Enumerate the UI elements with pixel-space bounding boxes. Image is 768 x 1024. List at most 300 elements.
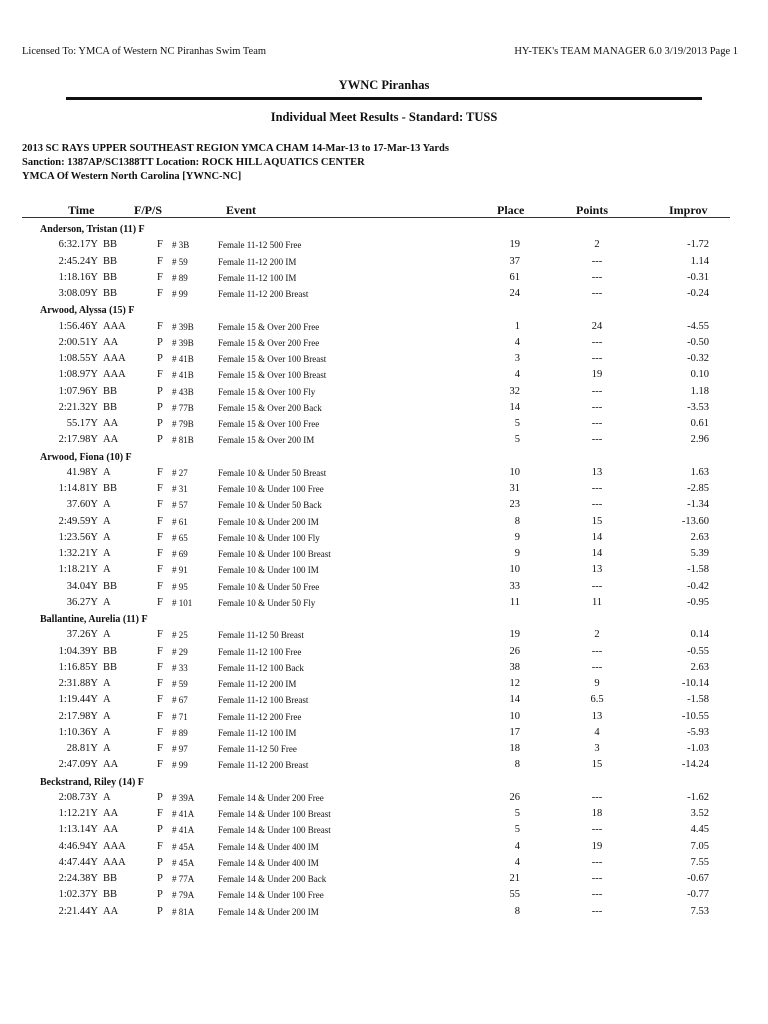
col-time-header: Time [68,203,95,217]
points-value: 13 [591,710,603,722]
swim-time: 2:49.59Y [58,515,98,527]
event-name: Female 14 & Under 100 Breast [218,809,331,819]
swim-time: 2:00.51Y [58,336,98,348]
swim-time: 1:56.46Y [58,320,98,332]
result-row [0,498,768,514]
improvement: -2.85 [687,483,709,494]
time-standard: AAA [103,320,126,332]
event-number: # 91 [172,565,188,576]
event-name: Female 14 & Under 200 Back [218,874,327,884]
improvement: -0.50 [687,336,709,348]
result-row [0,628,768,644]
place: 4 [514,369,520,381]
report-title: Individual Meet Results - Standard: TUSS [270,110,498,124]
final-prelim-flag: F [157,515,163,527]
swimmer-name: Arwood, Fiona (10) F [40,451,132,463]
points-value: --- [591,434,603,446]
final-prelim-flag: F [157,271,163,283]
points-value: --- [591,255,603,267]
event-name: Female 15 & Over 200 Free [218,337,320,348]
swim-time: 1:32.21Y [58,548,98,559]
result-row [0,596,768,612]
event-number: # 39B [172,321,194,332]
event-number: # 77B [172,402,194,413]
swimmer-block [0,612,768,775]
time-standard: BB [103,385,118,397]
points-value: 14 [591,548,603,559]
time-standard: AAA [103,856,126,868]
improvement: -10.55 [681,710,709,722]
time-standard: BB [103,580,118,592]
final-prelim-flag: F [157,369,163,381]
event-name: Female 11-12 200 IM [218,256,297,267]
result-row [0,466,768,482]
event-name: Female 11-12 500 Free [218,240,302,251]
event-name: Female 11-12 100 Back [218,662,304,673]
place: 5 [514,808,520,819]
meet-team: YMCA Of Western North Carolina [YWNC-NC] [22,171,242,182]
swim-time: 1:08.97Y [58,369,98,381]
final-prelim-flag: F [157,320,163,332]
swim-time: 2:21.44Y [58,905,98,917]
event-number: # 89 [172,727,188,738]
improvement: 0.10 [690,369,709,381]
points-value: --- [591,288,603,299]
improvement: -1.62 [687,791,709,803]
time-standard: A [103,743,111,754]
event-number: # 97 [172,744,188,754]
swim-time: 1:10.36Y [58,726,98,738]
event-name: Female 14 & Under 200 IM [218,906,319,917]
col-improv-header: Improv [669,203,708,217]
place: 24 [509,288,520,299]
event-name: Female 10 & Under 200 IM [218,516,319,527]
time-standard: A [103,791,111,803]
final-prelim-flag: F [157,678,163,689]
points-value: --- [591,401,603,413]
improvement: -1.58 [687,694,709,706]
event-name: Female 15 & Over 200 Back [218,402,322,413]
event-number: # 31 [172,484,188,494]
results-list [0,222,768,921]
swim-time: 1:13.14Y [58,824,98,836]
event-name: Female 10 & Under 50 Free [218,581,320,592]
improvement: 2.96 [690,434,709,446]
improvement: -1.03 [687,743,709,754]
improvement: 0.61 [690,418,709,429]
time-standard: AA [103,759,119,771]
result-row [0,807,768,823]
points-value: 14 [591,531,603,543]
result-row [0,531,768,547]
event-name: Female 15 & Over 100 Breast [218,354,327,364]
swim-time: 34.04Y [66,580,98,592]
swim-time: 2:08.73Y [58,791,98,803]
swimmer-header [0,775,768,791]
time-standard: A [103,466,111,478]
place: 21 [509,873,520,884]
event-name: Female 11-12 200 IM [218,679,297,689]
swim-time: 1:19.44Y [58,694,98,706]
swimmer-name: Anderson, Tristan (11) F [40,224,145,235]
time-standard: A [103,629,111,641]
points-value: --- [591,336,603,348]
event-name: Female 15 & Over 200 IM [218,435,315,446]
final-prelim-flag: P [157,434,163,446]
swim-time: 2:47.09Y [58,759,98,771]
event-name: Female 15 & Over 100 Breast [218,370,327,381]
event-number: # 81A [172,906,195,917]
swim-time: 37.26Y [66,629,98,641]
event-number: # 95 [172,581,188,592]
final-prelim-flag: P [157,353,163,364]
improvement: 7.05 [690,840,709,852]
event-number: # 57 [172,500,188,511]
points-value: 3 [594,743,600,754]
improvement: 2.63 [690,661,709,673]
swim-time: 1:16.85Y [58,661,98,673]
event-number: # 43B [172,386,194,397]
improvement: -0.42 [687,580,709,592]
time-standard: BB [103,873,118,884]
result-row [0,515,768,531]
time-standard: AAA [103,369,126,381]
improvement: -4.55 [687,320,709,332]
event-name: Female 10 & Under 100 Free [218,484,324,494]
time-standard: AA [103,824,119,836]
place: 8 [514,905,520,917]
result-row [0,758,768,774]
place: 19 [509,629,520,641]
improvement: -1.72 [687,239,709,251]
points-value: 19 [591,840,603,852]
final-prelim-flag: F [157,596,163,608]
event-number: # 25 [172,630,188,641]
place: 4 [514,840,520,852]
event-name: Female 14 & Under 400 IM [218,841,319,852]
time-standard: AAA [103,353,126,364]
final-prelim-flag: P [157,385,163,397]
event-name: Female 14 & Under 200 Free [218,792,324,803]
swim-time: 1:02.37Y [58,889,98,901]
improvement: -0.67 [687,873,709,884]
points-value: --- [591,499,603,511]
event-name: Female 10 & Under 50 Breast [218,467,327,478]
swim-time: 1:07.96Y [58,385,98,397]
time-standard: A [103,515,111,527]
result-row [0,320,768,336]
col-points-header: Points [576,203,609,217]
swim-time: 2:45.24Y [58,255,98,267]
result-row [0,287,768,303]
points-value: --- [591,385,603,397]
license-line: Licensed To: YMCA of Western NC Piranhas Swim Team [22,46,267,57]
points-value: 13 [591,564,603,576]
final-prelim-flag: F [157,759,163,771]
swim-time: 2:17.98Y [58,710,98,722]
time-standard: A [103,548,111,559]
place: 5 [514,434,520,446]
event-number: # 65 [172,532,188,543]
result-row [0,238,768,254]
swim-time: 1:08.55Y [58,353,98,364]
improvement: -0.31 [687,271,709,283]
meet-sanction: Sanction: 1387AP/SC1388TT Location: ROCK HILL AQUATICS CENTER [22,157,365,168]
swim-time: 1:04.39Y [58,645,98,657]
event-name: Female 14 & Under 400 IM [218,857,319,868]
result-row [0,856,768,872]
final-prelim-flag: F [157,564,163,576]
place: 9 [514,548,520,559]
time-standard: BB [103,255,118,267]
place: 8 [514,759,520,771]
place: 4 [514,856,520,868]
time-standard: A [103,531,111,543]
event-name: Female 11-12 200 Breast [218,760,309,771]
event-number: # 59 [172,679,188,689]
place: 5 [514,824,520,836]
swim-time: 2:17.98Y [58,434,98,446]
event-name: Female 11-12 50 Breast [218,630,304,641]
time-standard: A [103,710,111,722]
final-prelim-flag: P [157,401,163,413]
points-value: --- [591,873,603,884]
final-prelim-flag: F [157,466,163,478]
place: 11 [509,596,520,608]
place: 9 [514,531,520,543]
result-row [0,677,768,693]
result-row [0,385,768,401]
final-prelim-flag: F [157,840,163,852]
result-row [0,791,768,807]
event-name: Female 11-12 100 IM [218,272,297,283]
points-value: --- [591,889,603,901]
final-prelim-flag: P [157,418,163,429]
place: 26 [509,645,520,657]
points-value: 13 [591,466,603,478]
result-row [0,742,768,758]
result-row [0,336,768,352]
final-prelim-flag: P [157,856,163,868]
improvement: 4.45 [690,824,709,836]
time-standard: A [103,564,111,576]
event-number: # 41A [172,809,195,819]
swim-time: 41.98Y [66,466,98,478]
swimmer-name: Beckstrand, Riley (14) F [40,776,144,788]
improvement: 1.14 [690,255,709,267]
event-number: # 81B [172,435,194,446]
final-prelim-flag: F [157,645,163,657]
event-number: # 45A [172,857,195,868]
place: 1 [514,320,520,332]
header-rule [22,217,730,218]
final-prelim-flag: F [157,531,163,543]
swimmer-header [0,222,768,238]
event-name: Female 15 & Over 200 Free [218,321,320,332]
event-number: # 59 [172,256,188,267]
improvement: -3.53 [687,401,709,413]
improvement: 7.55 [690,856,709,868]
place: 12 [509,678,520,689]
improvement: -0.77 [687,889,709,901]
improvement: 5.39 [690,548,709,559]
final-prelim-flag: F [157,548,163,559]
swimmer-header [0,303,768,319]
improvement: -10.14 [681,678,709,689]
event-name: Female 10 & Under 100 Breast [218,549,331,559]
improvement: 2.63 [690,531,709,543]
time-standard: BB [103,271,118,283]
improvement: -1.34 [687,499,709,511]
final-prelim-flag: F [157,255,163,267]
time-standard: A [103,678,111,689]
event-number: # 39A [172,792,195,803]
place: 14 [509,401,520,413]
place: 14 [509,694,520,706]
time-standard: A [103,499,111,511]
place: 37 [509,255,520,267]
points-value: --- [591,645,603,657]
event-number: # 71 [172,711,188,722]
time-standard: BB [103,483,118,494]
place: 10 [509,564,520,576]
result-row [0,661,768,677]
swimmer-header [0,450,768,466]
time-standard: BB [103,239,118,251]
time-standard: AA [103,905,119,917]
swim-time: 37.60Y [66,499,98,511]
final-prelim-flag: F [157,580,163,592]
points-value: 2 [594,629,600,641]
event-number: # 41B [172,354,194,364]
place: 31 [509,483,520,494]
time-standard: BB [103,288,118,299]
improvement: 1.63 [690,466,709,478]
swimmer-block [0,303,768,449]
place: 19 [509,239,520,251]
improvement: -13.60 [681,515,709,527]
time-standard: A [103,726,111,738]
event-number: # 29 [172,646,188,657]
place: 17 [509,726,520,738]
points-value: --- [591,418,603,429]
place: 33 [509,580,520,592]
points-value: --- [591,271,603,283]
result-row [0,417,768,433]
result-row [0,271,768,287]
event-number: # 3B [172,240,190,251]
swim-time: 3:08.09Y [58,288,98,299]
result-row [0,823,768,839]
points-value: 15 [591,515,603,527]
swimmer-block [0,222,768,303]
points-value: 18 [591,808,603,819]
event-number: # 79B [172,419,194,429]
event-name: Female 10 & Under 50 Back [218,500,322,511]
event-number: # 27 [172,467,188,478]
improvement: 1.18 [690,385,709,397]
event-number: # 39B [172,337,194,348]
result-row [0,693,768,709]
swimmer-name: Arwood, Alyssa (15) F [40,305,135,317]
result-row [0,547,768,563]
result-row [0,905,768,921]
points-value: --- [591,661,603,673]
swim-time: 4:47.44Y [58,856,98,868]
swim-time: 36.27Y [66,596,98,608]
final-prelim-flag: F [157,483,163,494]
final-prelim-flag: F [157,743,163,754]
place: 26 [509,791,520,803]
event-number: # 99 [172,289,188,299]
time-standard: AA [103,336,119,348]
time-standard: BB [103,661,118,673]
event-number: # 33 [172,662,188,673]
place: 4 [514,336,520,348]
event-name: Female 10 & Under 50 Fly [218,597,316,608]
team-title: YWNC Piranhas [338,78,430,92]
swim-time: 55.17Y [66,418,98,429]
final-prelim-flag: F [157,661,163,673]
time-standard: BB [103,889,118,901]
result-row [0,482,768,498]
event-number: # 41B [172,370,194,381]
swim-time: 2:24.38Y [58,873,98,884]
col-fps-header: F/P/S [134,203,163,217]
points-value: --- [591,353,603,364]
result-row [0,563,768,579]
result-row [0,840,768,856]
event-name: Female 15 & Over 100 Fly [218,386,316,397]
swimmer-block [0,775,768,921]
swim-time: 2:31.88Y [58,678,98,689]
event-number: # 79A [172,890,195,901]
event-number: # 77A [172,874,195,884]
result-row [0,401,768,417]
time-standard: AA [103,434,119,446]
place: 38 [509,661,520,673]
swim-time: 1:18.21Y [58,564,98,576]
points-value: --- [591,580,603,592]
event-number: # 69 [172,549,188,559]
event-name: Female 14 & Under 100 Breast [218,825,331,836]
final-prelim-flag: P [157,889,163,901]
result-row [0,255,768,271]
swim-time: 6:32.17Y [58,239,98,251]
points-value: 4 [594,726,600,738]
place: 32 [509,385,520,397]
swimmer-block [0,450,768,613]
points-value: --- [591,905,603,917]
points-value: 6.5 [590,694,604,706]
final-prelim-flag: F [157,239,163,251]
place: 23 [509,499,520,511]
event-name: Female 11-12 100 IM [218,727,297,738]
final-prelim-flag: P [157,791,163,803]
points-value: 9 [594,678,600,689]
swim-time: 1:12.21Y [58,808,98,819]
result-row [0,433,768,449]
final-prelim-flag: P [157,824,163,836]
improvement: -0.24 [687,288,709,299]
time-standard: BB [103,645,118,657]
final-prelim-flag: P [157,873,163,884]
software-line: HY-TEK's TEAM MANAGER 6.0 3/19/2013 Page 1 [514,46,738,57]
swimmer-header [0,612,768,628]
place: 3 [514,353,520,364]
points-value: --- [591,824,603,836]
final-prelim-flag: F [157,499,163,511]
